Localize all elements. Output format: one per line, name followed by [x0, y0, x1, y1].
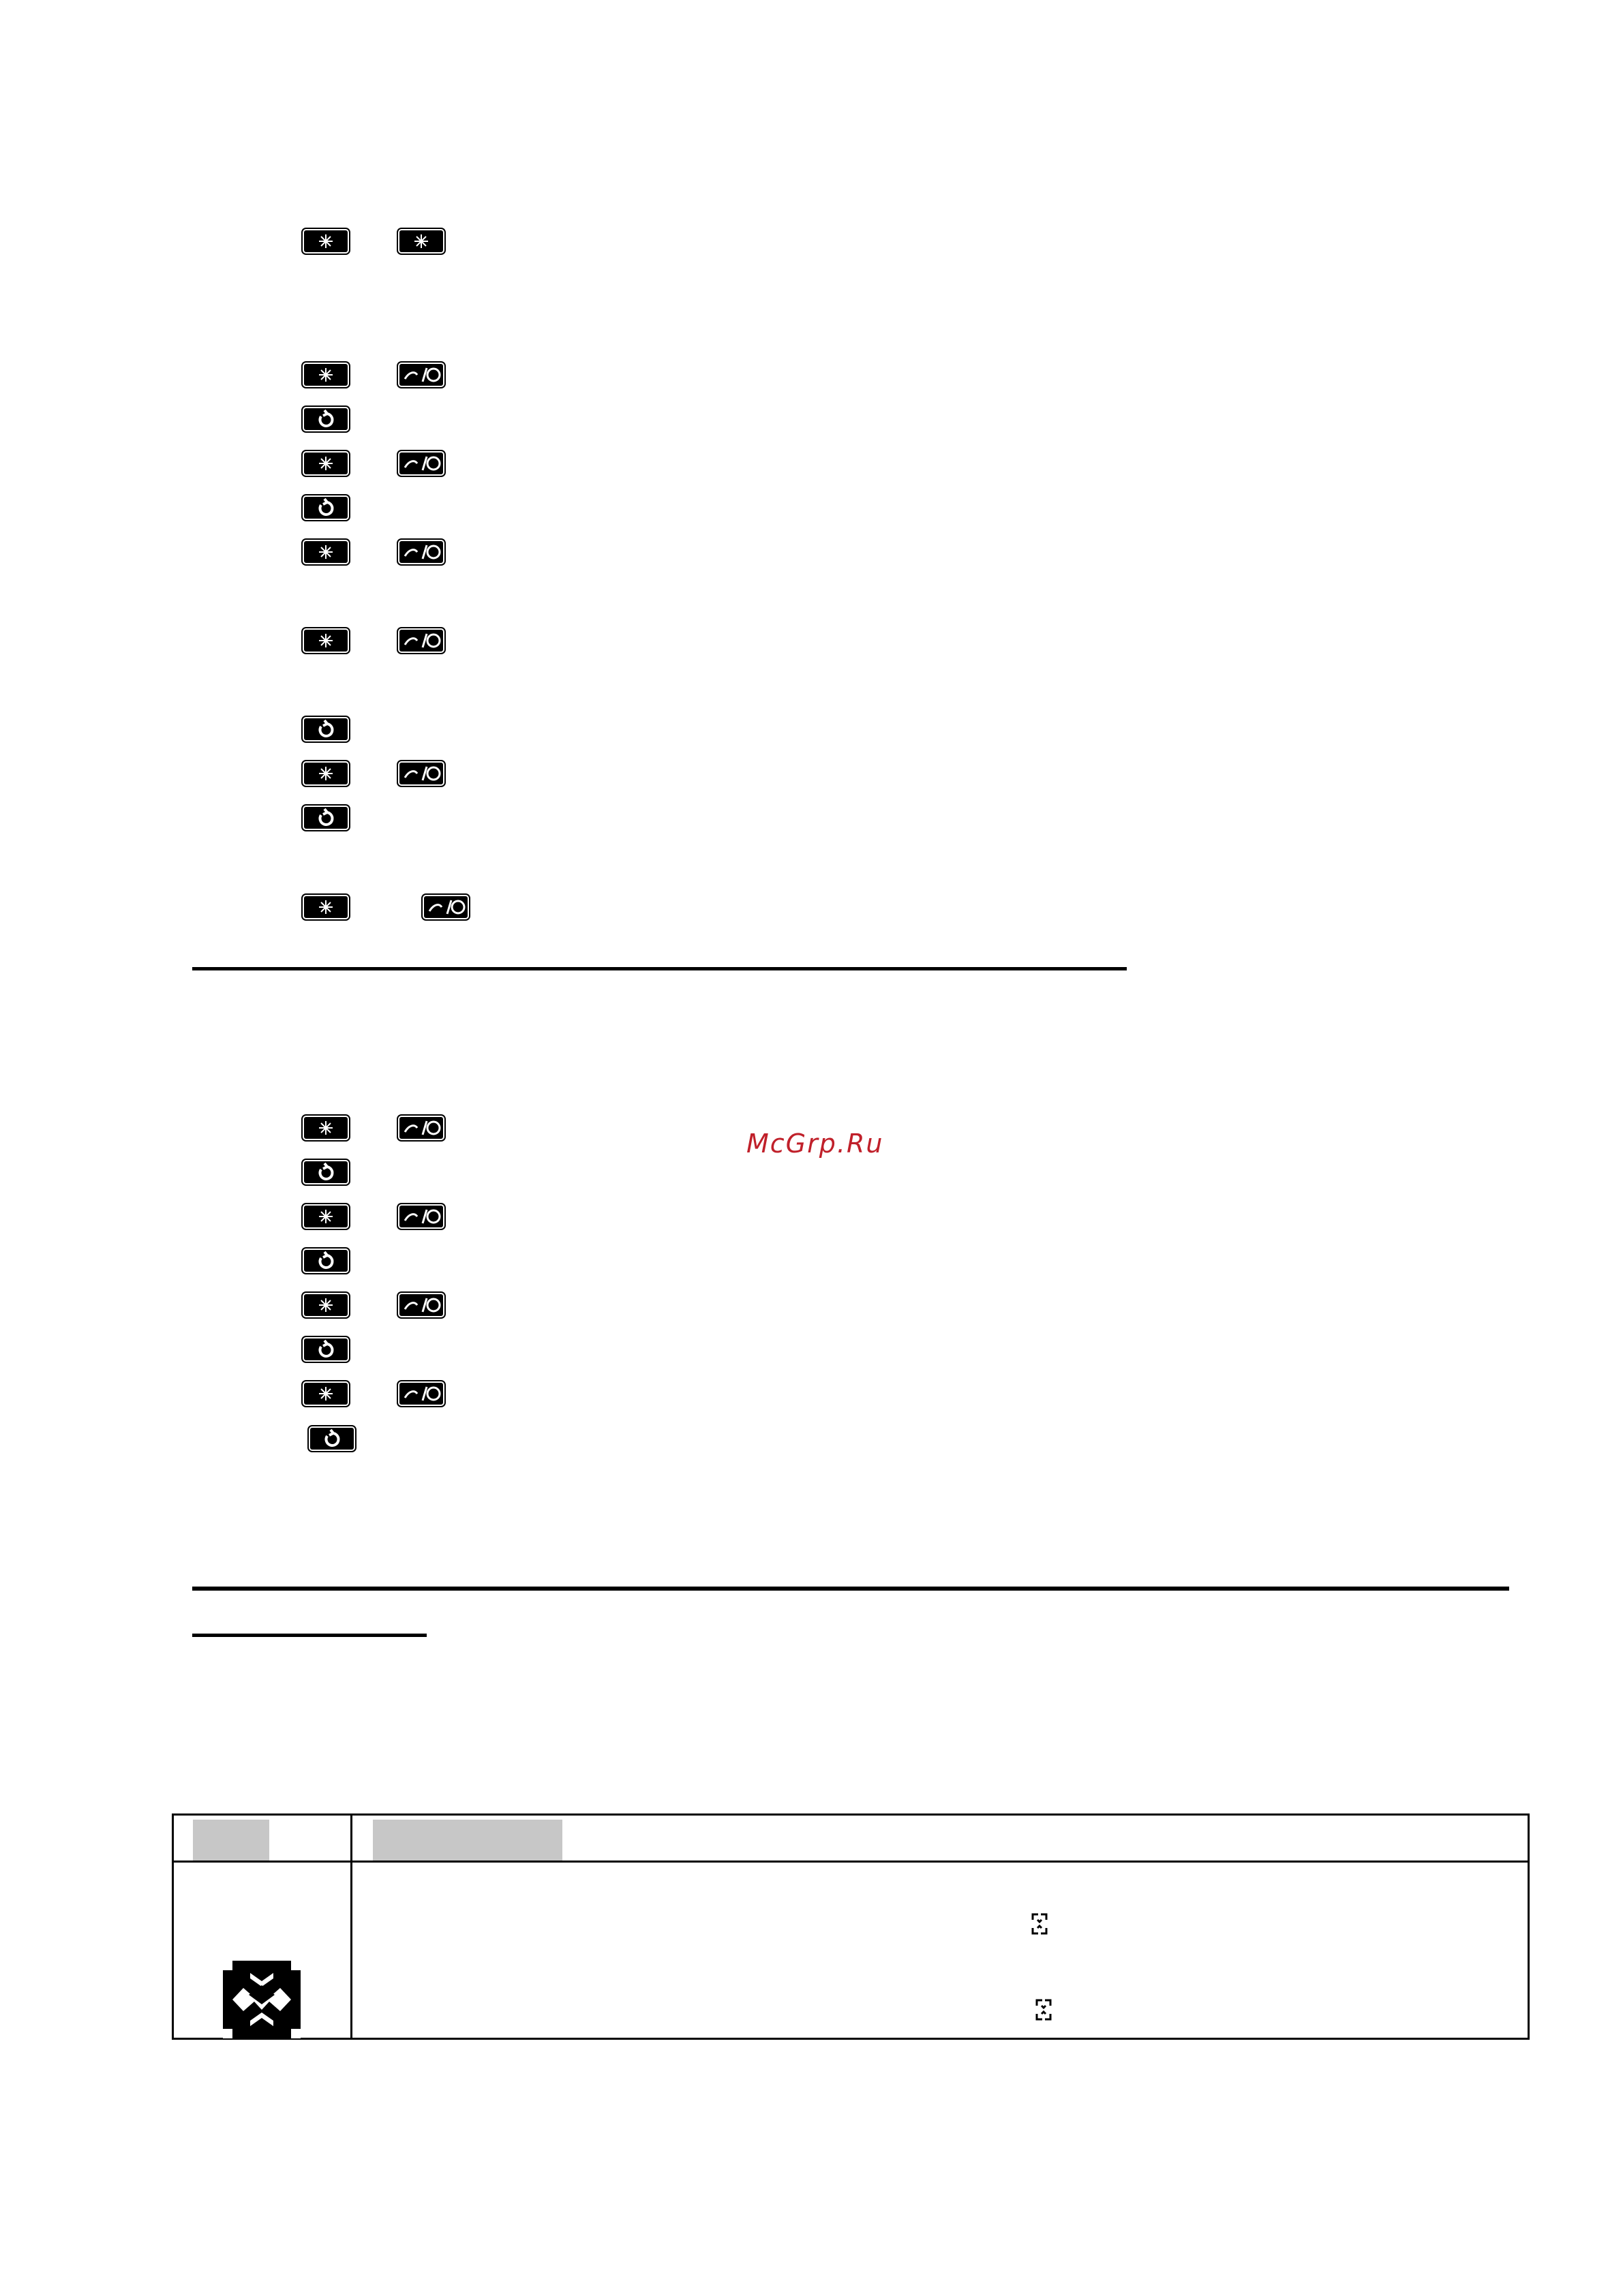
fan-timer-icon	[399, 1383, 443, 1405]
header-cell-description	[352, 1815, 1529, 1862]
reset-icon	[304, 807, 348, 829]
reset-icon	[304, 1161, 348, 1183]
description-cell	[352, 1862, 1529, 2039]
snowflake-icon	[304, 1383, 348, 1405]
reset-icon	[304, 497, 348, 519]
table-header-row	[173, 1815, 1529, 1862]
corner-brackets-icon	[1031, 1913, 1048, 1935]
header-shade	[193, 1820, 269, 1861]
snowflake-icon	[399, 230, 443, 252]
fan-timer-icon	[399, 541, 443, 563]
symbol-table	[172, 1813, 1530, 2040]
snowflake-icon	[304, 896, 348, 918]
table-row	[173, 1862, 1529, 2039]
swirl-symbol-icon	[223, 1961, 301, 2038]
snowflake-icon	[304, 1206, 348, 1227]
snowflake-icon	[304, 1294, 348, 1316]
symbol-cell	[173, 1862, 352, 2039]
snowflake-icon	[304, 1117, 348, 1139]
reset-icon	[304, 1250, 348, 1272]
fan-timer-icon	[399, 763, 443, 784]
snowflake-icon	[304, 453, 348, 474]
snowflake-icon	[304, 630, 348, 652]
reset-icon	[304, 718, 348, 740]
reset-icon	[304, 408, 348, 430]
heading-underline	[192, 1634, 427, 1637]
snowflake-icon	[304, 763, 348, 784]
fan-timer-icon	[399, 453, 443, 474]
fan-timer-icon	[399, 1294, 443, 1316]
reset-icon	[304, 1338, 348, 1360]
section-divider	[192, 1587, 1509, 1591]
fan-timer-icon	[399, 1117, 443, 1139]
header-shade	[373, 1820, 562, 1861]
fan-timer-icon	[399, 1206, 443, 1227]
section-divider	[192, 967, 1127, 970]
fan-timer-icon	[424, 896, 468, 918]
watermark: McGrp.Ru	[746, 1129, 884, 1159]
fan-timer-icon	[399, 364, 443, 386]
snowflake-icon	[304, 541, 348, 563]
snowflake-icon	[304, 230, 348, 252]
snowflake-icon	[304, 364, 348, 386]
header-cell-symbol	[173, 1815, 352, 1862]
corner-brackets-icon	[1035, 1999, 1052, 2021]
reset-icon	[310, 1428, 354, 1450]
fan-timer-icon	[399, 630, 443, 652]
